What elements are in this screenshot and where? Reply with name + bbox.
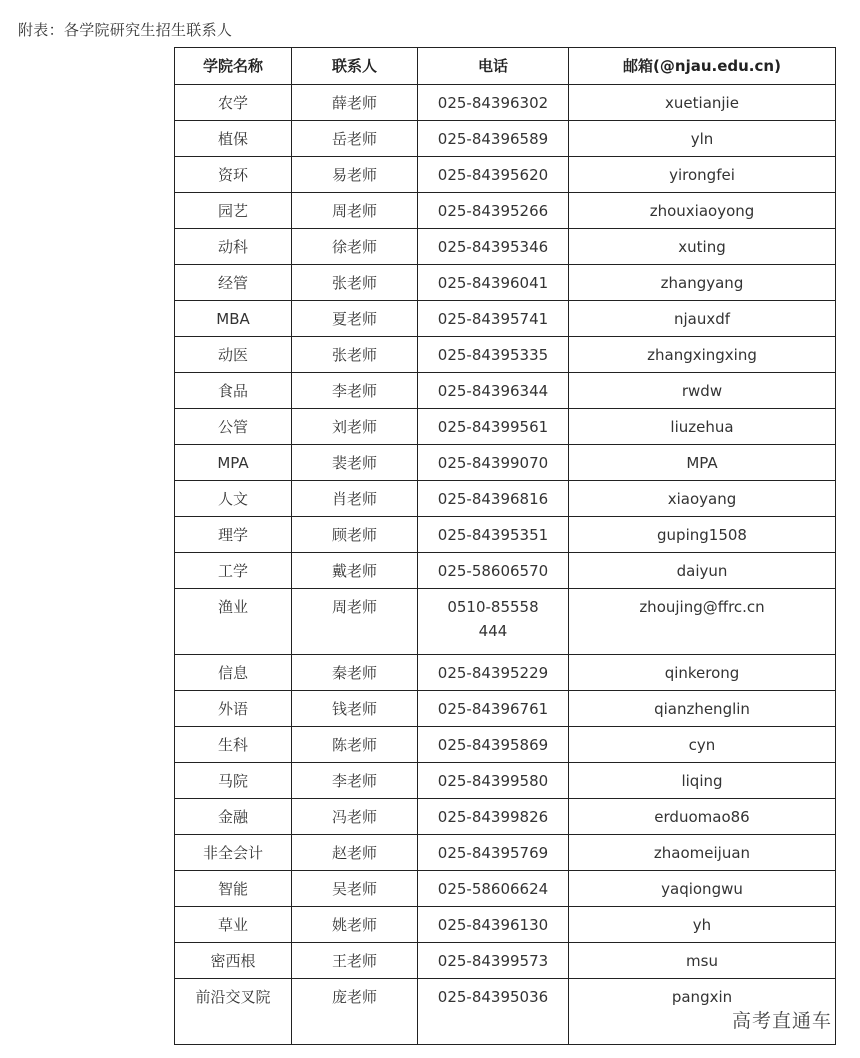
table-row: [175, 409, 836, 445]
phone-cell: 025-84395335: [418, 337, 569, 373]
college-cell: 经管: [175, 265, 292, 301]
table-row: [175, 121, 836, 157]
phone-cell: 0510-85558444: [418, 589, 569, 655]
table-row: [175, 373, 836, 409]
email-cell: cyn: [569, 727, 836, 763]
college-cell: 公管: [175, 409, 292, 445]
college-cell: 植保: [175, 121, 292, 157]
phone-cell: 025-84395351: [418, 517, 569, 553]
watermark: 高考直通车: [731, 1010, 832, 1032]
table-row: [175, 835, 836, 871]
email-cell: guping1508: [569, 517, 836, 553]
college-cell: 理学: [175, 517, 292, 553]
college-cell: 草业: [175, 907, 292, 943]
contact-cell: 李老师: [292, 373, 418, 409]
email-cell: yln: [569, 121, 836, 157]
table-body: [175, 85, 836, 1045]
email-cell: zhouxiaoyong: [569, 193, 836, 229]
college-cell: 农学: [175, 85, 292, 121]
table-row: [175, 265, 836, 301]
contacts-table: [174, 47, 836, 1045]
contact-cell: 庞老师: [292, 979, 418, 1045]
phone-cell: 025-84395741: [418, 301, 569, 337]
table-row: [175, 553, 836, 589]
contact-cell: 李老师: [292, 763, 418, 799]
email-cell: zhoujing@ffrc.cn: [569, 589, 836, 655]
table-row: [175, 799, 836, 835]
email-cell: daiyun: [569, 553, 836, 589]
college-cell: 信息: [175, 655, 292, 691]
phone-cell: 025-84399580: [418, 763, 569, 799]
contact-cell: 秦老师: [292, 655, 418, 691]
contact-cell: 张老师: [292, 265, 418, 301]
table-row: [175, 691, 836, 727]
contact-cell: 戴老师: [292, 553, 418, 589]
college-cell: 动科: [175, 229, 292, 265]
phone-cell: 025-84399070: [418, 445, 569, 481]
table-row: [175, 907, 836, 943]
phone-cell: 025-84395346: [418, 229, 569, 265]
table-header-row: [175, 48, 836, 85]
college-cell: MPA: [175, 445, 292, 481]
contact-cell: 赵老师: [292, 835, 418, 871]
contact-cell: 岳老师: [292, 121, 418, 157]
college-cell: 前沿交叉院: [175, 979, 292, 1045]
email-cell: msu: [569, 943, 836, 979]
email-cell: zhangyang: [569, 265, 836, 301]
table-row: [175, 157, 836, 193]
phone-cell: 025-84395266: [418, 193, 569, 229]
table-row: [175, 301, 836, 337]
phone-cell: 025-84395620: [418, 157, 569, 193]
table-row: [175, 727, 836, 763]
phone-cell: 025-84396344: [418, 373, 569, 409]
college-cell: 工学: [175, 553, 292, 589]
email-cell: xuetianjie: [569, 85, 836, 121]
phone-cell: 025-84395769: [418, 835, 569, 871]
college-cell: 密西根: [175, 943, 292, 979]
contact-cell: 肖老师: [292, 481, 418, 517]
header-email: 邮箱(@njau.edu.cn): [569, 48, 836, 85]
college-cell: 马院: [175, 763, 292, 799]
contact-cell: 吴老师: [292, 871, 418, 907]
header-college: 学院名称: [175, 48, 292, 85]
college-cell: 智能: [175, 871, 292, 907]
contact-cell: 冯老师: [292, 799, 418, 835]
contact-cell: 钱老师: [292, 691, 418, 727]
page-caption: 附表：各学院研究生招生联系人: [18, 21, 233, 39]
email-cell: erduomao86: [569, 799, 836, 835]
college-cell: 人文: [175, 481, 292, 517]
phone-cell: 025-84396816: [418, 481, 569, 517]
phone-cell: 025-84396041: [418, 265, 569, 301]
table-row: [175, 655, 836, 691]
phone-cell: 025-84399573: [418, 943, 569, 979]
phone-cell: 025-84396130: [418, 907, 569, 943]
contact-cell: 夏老师: [292, 301, 418, 337]
phone-cell: 025-58606570: [418, 553, 569, 589]
email-cell: liuzehua: [569, 409, 836, 445]
email-cell: zhangxingxing: [569, 337, 836, 373]
college-cell: 金融: [175, 799, 292, 835]
college-cell: 生科: [175, 727, 292, 763]
email-cell: pangxin: [569, 979, 836, 1045]
table-row: [175, 229, 836, 265]
email-cell: qinkerong: [569, 655, 836, 691]
college-cell: 园艺: [175, 193, 292, 229]
contact-cell: 姚老师: [292, 907, 418, 943]
college-cell: MBA: [175, 301, 292, 337]
email-cell: zhaomeijuan: [569, 835, 836, 871]
contact-cell: 王老师: [292, 943, 418, 979]
email-cell: yaqiongwu: [569, 871, 836, 907]
phone-cell: 025-84395869: [418, 727, 569, 763]
table-row: [175, 481, 836, 517]
college-cell: 渔业: [175, 589, 292, 655]
contact-cell: 张老师: [292, 337, 418, 373]
contact-cell: 薛老师: [292, 85, 418, 121]
header-contact: 联系人: [292, 48, 418, 85]
phone-cell: 025-84399561: [418, 409, 569, 445]
email-cell: yh: [569, 907, 836, 943]
header-phone: 电话: [418, 48, 569, 85]
phone-cell: 025-84396761: [418, 691, 569, 727]
email-cell: njauxdf: [569, 301, 836, 337]
table-row: [175, 589, 836, 655]
email-cell: rwdw: [569, 373, 836, 409]
contact-cell: 刘老师: [292, 409, 418, 445]
college-cell: 食品: [175, 373, 292, 409]
college-cell: 动医: [175, 337, 292, 373]
table-row: [175, 193, 836, 229]
email-cell: liqing: [569, 763, 836, 799]
table-row: [175, 871, 836, 907]
college-cell: 资环: [175, 157, 292, 193]
contact-cell: 徐老师: [292, 229, 418, 265]
phone-cell: 025-84396302: [418, 85, 569, 121]
phone-cell: 025-84399826: [418, 799, 569, 835]
table-row: [175, 763, 836, 799]
email-cell: xuting: [569, 229, 836, 265]
email-cell: qianzhenglin: [569, 691, 836, 727]
contact-cell: 裴老师: [292, 445, 418, 481]
contact-cell: 顾老师: [292, 517, 418, 553]
college-cell: 外语: [175, 691, 292, 727]
contact-cell: 陈老师: [292, 727, 418, 763]
contact-cell: 周老师: [292, 589, 418, 655]
table-row: [175, 517, 836, 553]
contact-cell: 易老师: [292, 157, 418, 193]
table-row: [175, 445, 836, 481]
email-cell: yirongfei: [569, 157, 836, 193]
phone-cell: 025-84395229: [418, 655, 569, 691]
email-cell: xiaoyang: [569, 481, 836, 517]
table-row: [175, 337, 836, 373]
table-row: [175, 943, 836, 979]
email-cell: MPA: [569, 445, 836, 481]
college-cell: 非全会计: [175, 835, 292, 871]
contact-cell: 周老师: [292, 193, 418, 229]
phone-cell: 025-84395036: [418, 979, 569, 1045]
phone-cell: 025-84396589: [418, 121, 569, 157]
phone-cell: 025-58606624: [418, 871, 569, 907]
table-row: [175, 85, 836, 121]
